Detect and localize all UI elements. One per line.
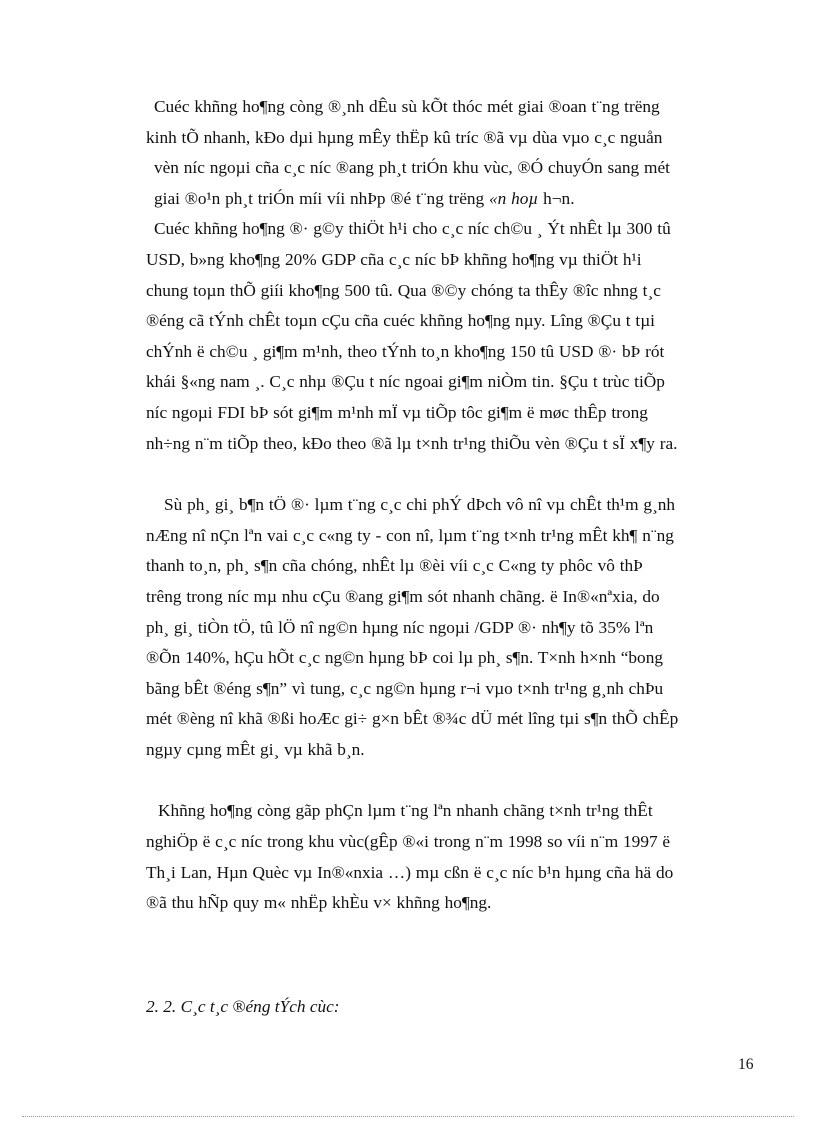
paragraph-gap bbox=[146, 459, 768, 490]
text-line: ®ã thu hÑp quy m« nhËp khÈu v× khñng ho¶ng. bbox=[146, 893, 492, 913]
text-line: Th¸i Lan, Hµn Quèc vµ In®«nxia …) mµ cßn ë c¸c níc b¹n hµng cña hä do bbox=[146, 862, 674, 882]
text-line: chung toµn thÕ giíi kho¶ng 500 tû. Qua ®©y chóng ta thÊy ®îc nhng t¸c bbox=[146, 280, 661, 300]
text-line-with-italic: giai ®o¹n ph¸t triÓn míi víi nhÞp ®é t¨ng trëng «n hoµ h¬n. bbox=[154, 188, 575, 208]
text-line: ngµy cµng mÊt gi¸ vµ khã b¸n. bbox=[146, 739, 365, 759]
text-line: USD, b»ng kho¶ng 20% GDP cña c¸c níc bÞ khñng ho¶ng vµ thiÖt h¹i bbox=[146, 249, 642, 269]
page-number: 16 bbox=[738, 1056, 754, 1073]
paragraph-1 bbox=[146, 92, 768, 214]
text-line: khái §«ng nam ¸. C¸c nhµ ®Çu t níc ngoai gi¶m niÒm tin. §Çu t trùc tiÕp bbox=[146, 372, 665, 392]
text-line: mét ®èng nî khã ®ßi hoÆc gi÷ g×n bÊt ®¾c dÜ mét lîng tµi s¶n thÕ chÊp bbox=[146, 709, 679, 729]
page-bottom-divider bbox=[22, 1116, 794, 1117]
text-line: Cuéc khñng ho¶ng ®· g©y thiÖt h¹i cho c¸c níc ch©u ¸ Ýt nhÊt lµ 300 tû bbox=[154, 219, 671, 239]
text-line: Sù ph¸ gi¸ b¶n tÖ ®· lµm t¨ng c¸c chi phÝ dÞch vô nî vµ chÊt th¹m g¸nh bbox=[164, 495, 676, 515]
text-line: trêng trong níc mµ nhu cÇu ®ang gi¶m sót nhanh chãng. ë In®«nªxia, do bbox=[146, 586, 660, 606]
text-line: thanh to¸n, ph¸ s¶n cña chóng, nhÊt lµ ®èi víi c¸c C«ng ty phôc vô thÞ bbox=[146, 556, 643, 576]
paragraph-2 bbox=[146, 214, 768, 459]
italic-fragment: «n hoµ bbox=[489, 188, 539, 208]
text-line: ®Õn 140%, hÇu hÕt c¸c ng©n hµng bÞ coi lµ ph¸ s¶n. T×nh h×nh “bong bbox=[146, 648, 663, 668]
text-line: Khñng ho¶ng còng gãp phÇn lµm t¨ng lªn nhanh chãng t×nh tr¹ng thÊt bbox=[158, 801, 653, 821]
text-line: kinh tÕ nhanh, kÐo dµi hµng mÊy thËp kû tríc ®ã vµ dùa vµo c¸c nguån bbox=[146, 127, 663, 147]
text-line: ph¸ gi¸ tiÒn tÖ, tû lÖ nî ng©n hµng níc ngoµi /GDP ®· nh¶y tõ 35% lªn bbox=[146, 617, 654, 637]
text-line: nÆng nî nÇn lªn vai c¸c c«ng ty - con nî, lµm t¨ng t×nh tr¹ng mÊt kh¶ n¨ng bbox=[146, 525, 674, 545]
text-line: ®éng cã tÝnh chÊt toµn cÇu cña cuéc khñng ho¶ng nµy. Lîng ®Çu t tµi bbox=[146, 311, 655, 331]
text-line: chÝnh ë ch©u ¸ gi¶m m¹nh, theo tÝnh to¸n kho¶ng 150 tû USD ®· bÞ rót bbox=[146, 341, 665, 361]
document-body bbox=[146, 92, 768, 919]
paragraph-gap bbox=[146, 765, 768, 796]
paragraph-3 bbox=[146, 490, 768, 765]
text-line: Cuéc khñng ho¶ng còng ®¸nh dÊu sù kÕt thóc mét giai ®oan t¨ng trëng bbox=[154, 97, 660, 116]
text-line: nghiÖp ë c¸c níc trong khu vùc(gÊp ®«i trong n¨m 1998 so víi n¨m 1997 ë bbox=[146, 832, 671, 852]
text-line: bãng bÊt ®éng s¶n” vì tung, c¸c ng©n hµng r¬i vµo t×nh tr¹ng g¸nh chÞu bbox=[146, 678, 664, 698]
text-line: vèn níc ngoµi cña c¸c níc ®ang ph¸t triÓn khu vùc, ®Ó chuyÓn sang mét bbox=[154, 158, 670, 178]
section-heading: 2. 2. C¸c t¸c ®éng tÝch cùc: bbox=[146, 997, 340, 1016]
text-line: nh÷ng n¨m tiÕp theo, kÐo theo ®ã lµ t×nh tr¹ng thiÕu vèn ®Çu t sÏ x¶y ra. bbox=[146, 433, 678, 453]
text-line: níc ngoµi FDI bÞ sót gi¶m m¹nh mÏ vµ tiÕp tôc gi¶m ë møc thÊp trong bbox=[146, 402, 648, 422]
paragraph-4 bbox=[146, 796, 768, 918]
